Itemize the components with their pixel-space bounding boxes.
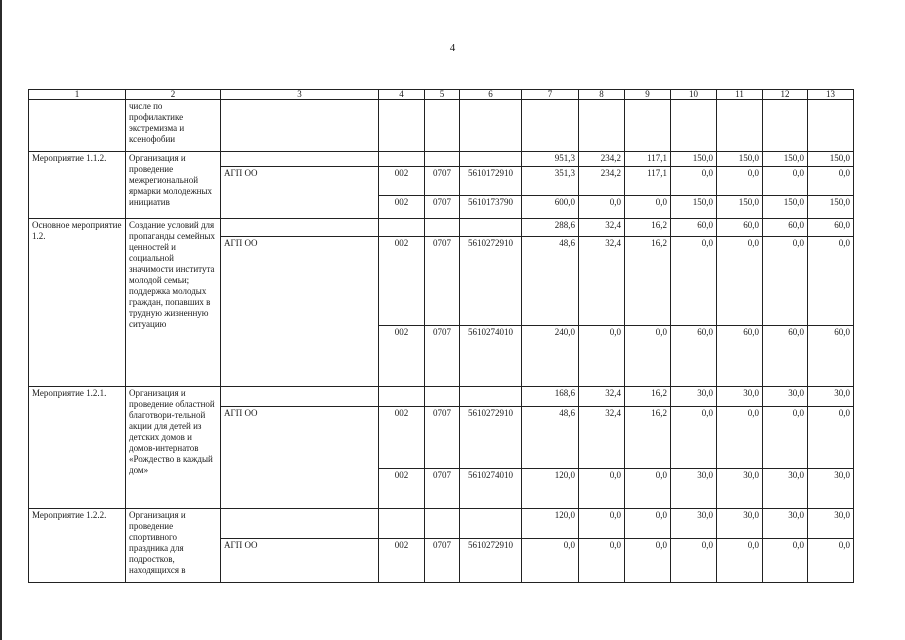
executor-cell: АГП ОО (221, 539, 379, 583)
value-cell: 0,0 (522, 539, 579, 583)
code-cell: 002 (379, 237, 425, 326)
table-row-total (29, 152, 854, 167)
header-row (29, 90, 854, 100)
value-cell: 60,0 (808, 326, 854, 387)
column-header: 13 (808, 90, 854, 100)
value-cell: 30,0 (763, 387, 808, 407)
activity-description: Организация и проведение спортивного праздника для подростков, находящихся в (126, 509, 221, 583)
value-cell: 60,0 (671, 219, 717, 237)
code-cell: 0707 (425, 237, 460, 326)
activity-description: числе по профилактике экстремизма и ксенофобии (126, 100, 221, 152)
value-cell: 32,4 (579, 219, 625, 237)
value-cell: 32,4 (579, 407, 625, 469)
code-cell: 5610172910 (460, 167, 522, 196)
value-cell: 0,0 (625, 469, 671, 509)
empty-cell (522, 100, 579, 152)
column-header: 7 (522, 90, 579, 100)
empty-cell (221, 219, 379, 237)
value-cell: 16,2 (625, 237, 671, 326)
value-cell: 351,3 (522, 167, 579, 196)
activity-name: Мероприятие 1.1.2. (29, 152, 126, 219)
value-cell: 60,0 (717, 219, 763, 237)
activity-description: Организация и проведение межрегиональной ярмарки молодежных инициатив (126, 152, 221, 219)
code-cell: 5610272910 (460, 407, 522, 469)
column-header: 6 (460, 90, 522, 100)
value-cell: 240,0 (522, 326, 579, 387)
activity-name: Основное мероприятие 1.2. (29, 219, 126, 387)
value-cell: 0,0 (808, 539, 854, 583)
value-cell: 0,0 (808, 167, 854, 196)
value-cell: 234,2 (579, 167, 625, 196)
empty-cell (425, 509, 460, 539)
empty-cell (808, 100, 854, 152)
empty-cell (460, 152, 522, 167)
value-cell: 234,2 (579, 152, 625, 167)
table-row-total (29, 387, 854, 407)
code-cell: 5610274010 (460, 326, 522, 387)
value-cell: 16,2 (625, 407, 671, 469)
value-cell: 60,0 (717, 326, 763, 387)
code-cell: 0707 (425, 407, 460, 469)
value-cell: 30,0 (763, 469, 808, 509)
empty-cell (379, 100, 425, 152)
value-cell: 30,0 (671, 469, 717, 509)
value-cell: 0,0 (579, 539, 625, 583)
value-cell: 0,0 (671, 237, 717, 326)
value-cell: 0,0 (579, 509, 625, 539)
executor-cell: АГП ОО (221, 167, 379, 219)
code-cell: 002 (379, 469, 425, 509)
value-cell: 150,0 (671, 152, 717, 167)
activity-name: Мероприятие 1.2.1. (29, 387, 126, 509)
value-cell: 30,0 (671, 387, 717, 407)
column-header: 9 (625, 90, 671, 100)
value-cell: 60,0 (763, 219, 808, 237)
empty-cell (379, 152, 425, 167)
code-cell: 002 (379, 167, 425, 196)
activity-name: Мероприятие 1.2.2. (29, 509, 126, 583)
executor-cell: АГП ОО (221, 407, 379, 509)
code-cell: 0707 (425, 167, 460, 196)
value-cell: 30,0 (717, 469, 763, 509)
code-cell: 5610173790 (460, 196, 522, 219)
value-cell: 0,0 (579, 196, 625, 219)
value-cell: 0,0 (763, 539, 808, 583)
empty-cell (460, 387, 522, 407)
value-cell: 0,0 (625, 509, 671, 539)
value-cell: 30,0 (808, 387, 854, 407)
value-cell: 951,3 (522, 152, 579, 167)
value-cell: 60,0 (671, 326, 717, 387)
table-row-total (29, 219, 854, 237)
column-header: 1 (29, 90, 126, 100)
value-cell: 0,0 (763, 237, 808, 326)
value-cell: 30,0 (717, 509, 763, 539)
code-cell: 0707 (425, 539, 460, 583)
value-cell: 120,0 (522, 509, 579, 539)
code-cell: 0707 (425, 196, 460, 219)
code-cell: 5610274010 (460, 469, 522, 509)
value-cell: 48,6 (522, 407, 579, 469)
empty-cell (460, 509, 522, 539)
empty-cell (379, 509, 425, 539)
value-cell: 120,0 (522, 469, 579, 509)
page-number: 4 (449, 42, 456, 54)
value-cell: 0,0 (671, 167, 717, 196)
empty-cell (221, 152, 379, 167)
activity-name (29, 100, 126, 152)
code-cell: 002 (379, 326, 425, 387)
value-cell: 117,1 (625, 167, 671, 196)
value-cell: 0,0 (625, 196, 671, 219)
code-cell: 0707 (425, 469, 460, 509)
column-header: 4 (379, 90, 425, 100)
value-cell: 30,0 (808, 509, 854, 539)
code-cell: 002 (379, 196, 425, 219)
value-cell: 30,0 (671, 509, 717, 539)
budget-table (28, 89, 854, 583)
empty-cell (425, 152, 460, 167)
empty-cell (671, 100, 717, 152)
code-cell: 0707 (425, 326, 460, 387)
empty-cell (460, 100, 522, 152)
column-header: 12 (763, 90, 808, 100)
empty-cell (221, 100, 379, 152)
value-cell: 150,0 (717, 152, 763, 167)
value-cell: 150,0 (717, 196, 763, 219)
value-cell: 30,0 (808, 469, 854, 509)
value-cell: 150,0 (763, 152, 808, 167)
column-header: 3 (221, 90, 379, 100)
value-cell: 0,0 (717, 167, 763, 196)
empty-cell (625, 100, 671, 152)
value-cell: 0,0 (671, 407, 717, 469)
value-cell: 48,6 (522, 237, 579, 326)
column-header: 10 (671, 90, 717, 100)
value-cell: 0,0 (671, 539, 717, 583)
empty-cell (425, 219, 460, 237)
value-cell: 117,1 (625, 152, 671, 167)
empty-cell (460, 219, 522, 237)
empty-cell (379, 387, 425, 407)
column-header: 5 (425, 90, 460, 100)
empty-cell (763, 100, 808, 152)
activity-description: Создание условий для пропаганды семейных ценностей и социальной значимости института молодой семьи; поддержка молодых граждан, попавших в трудную жизненную ситуацию (126, 219, 221, 387)
value-cell: 16,2 (625, 219, 671, 237)
value-cell: 0,0 (763, 407, 808, 469)
value-cell: 0,0 (717, 237, 763, 326)
value-cell: 150,0 (808, 152, 854, 167)
value-cell: 0,0 (579, 469, 625, 509)
value-cell: 150,0 (763, 196, 808, 219)
value-cell: 150,0 (808, 196, 854, 219)
value-cell: 60,0 (763, 326, 808, 387)
value-cell: 600,0 (522, 196, 579, 219)
column-header: 2 (126, 90, 221, 100)
empty-cell (379, 219, 425, 237)
empty-cell (425, 100, 460, 152)
value-cell: 60,0 (808, 219, 854, 237)
empty-cell (221, 387, 379, 407)
value-cell: 32,4 (579, 237, 625, 326)
empty-cell (221, 509, 379, 539)
code-cell: 002 (379, 539, 425, 583)
code-cell: 5610272910 (460, 237, 522, 326)
value-cell: 32,4 (579, 387, 625, 407)
value-cell: 0,0 (625, 326, 671, 387)
executor-cell: АГП ОО (221, 237, 379, 387)
empty-cell (425, 387, 460, 407)
activity-description: Организация и проведение областной благотвори-тельной акции для детей из детских домов и домов-интернатов «Рождество в каждый дом» (126, 387, 221, 509)
value-cell: 0,0 (763, 167, 808, 196)
empty-cell (579, 100, 625, 152)
code-cell: 5610272910 (460, 539, 522, 583)
column-header: 8 (579, 90, 625, 100)
value-cell: 16,2 (625, 387, 671, 407)
value-cell: 0,0 (808, 407, 854, 469)
value-cell: 168,6 (522, 387, 579, 407)
value-cell: 150,0 (671, 196, 717, 219)
column-header: 11 (717, 90, 763, 100)
value-cell: 288,6 (522, 219, 579, 237)
value-cell: 0,0 (717, 539, 763, 583)
table-row-total (29, 509, 854, 539)
continuation-row (29, 100, 854, 152)
value-cell: 30,0 (763, 509, 808, 539)
code-cell: 002 (379, 407, 425, 469)
value-cell: 30,0 (717, 387, 763, 407)
scan-left-edge (0, 0, 2, 640)
value-cell: 0,0 (625, 539, 671, 583)
value-cell: 0,0 (717, 407, 763, 469)
value-cell: 0,0 (808, 237, 854, 326)
empty-cell (717, 100, 763, 152)
value-cell: 0,0 (579, 326, 625, 387)
